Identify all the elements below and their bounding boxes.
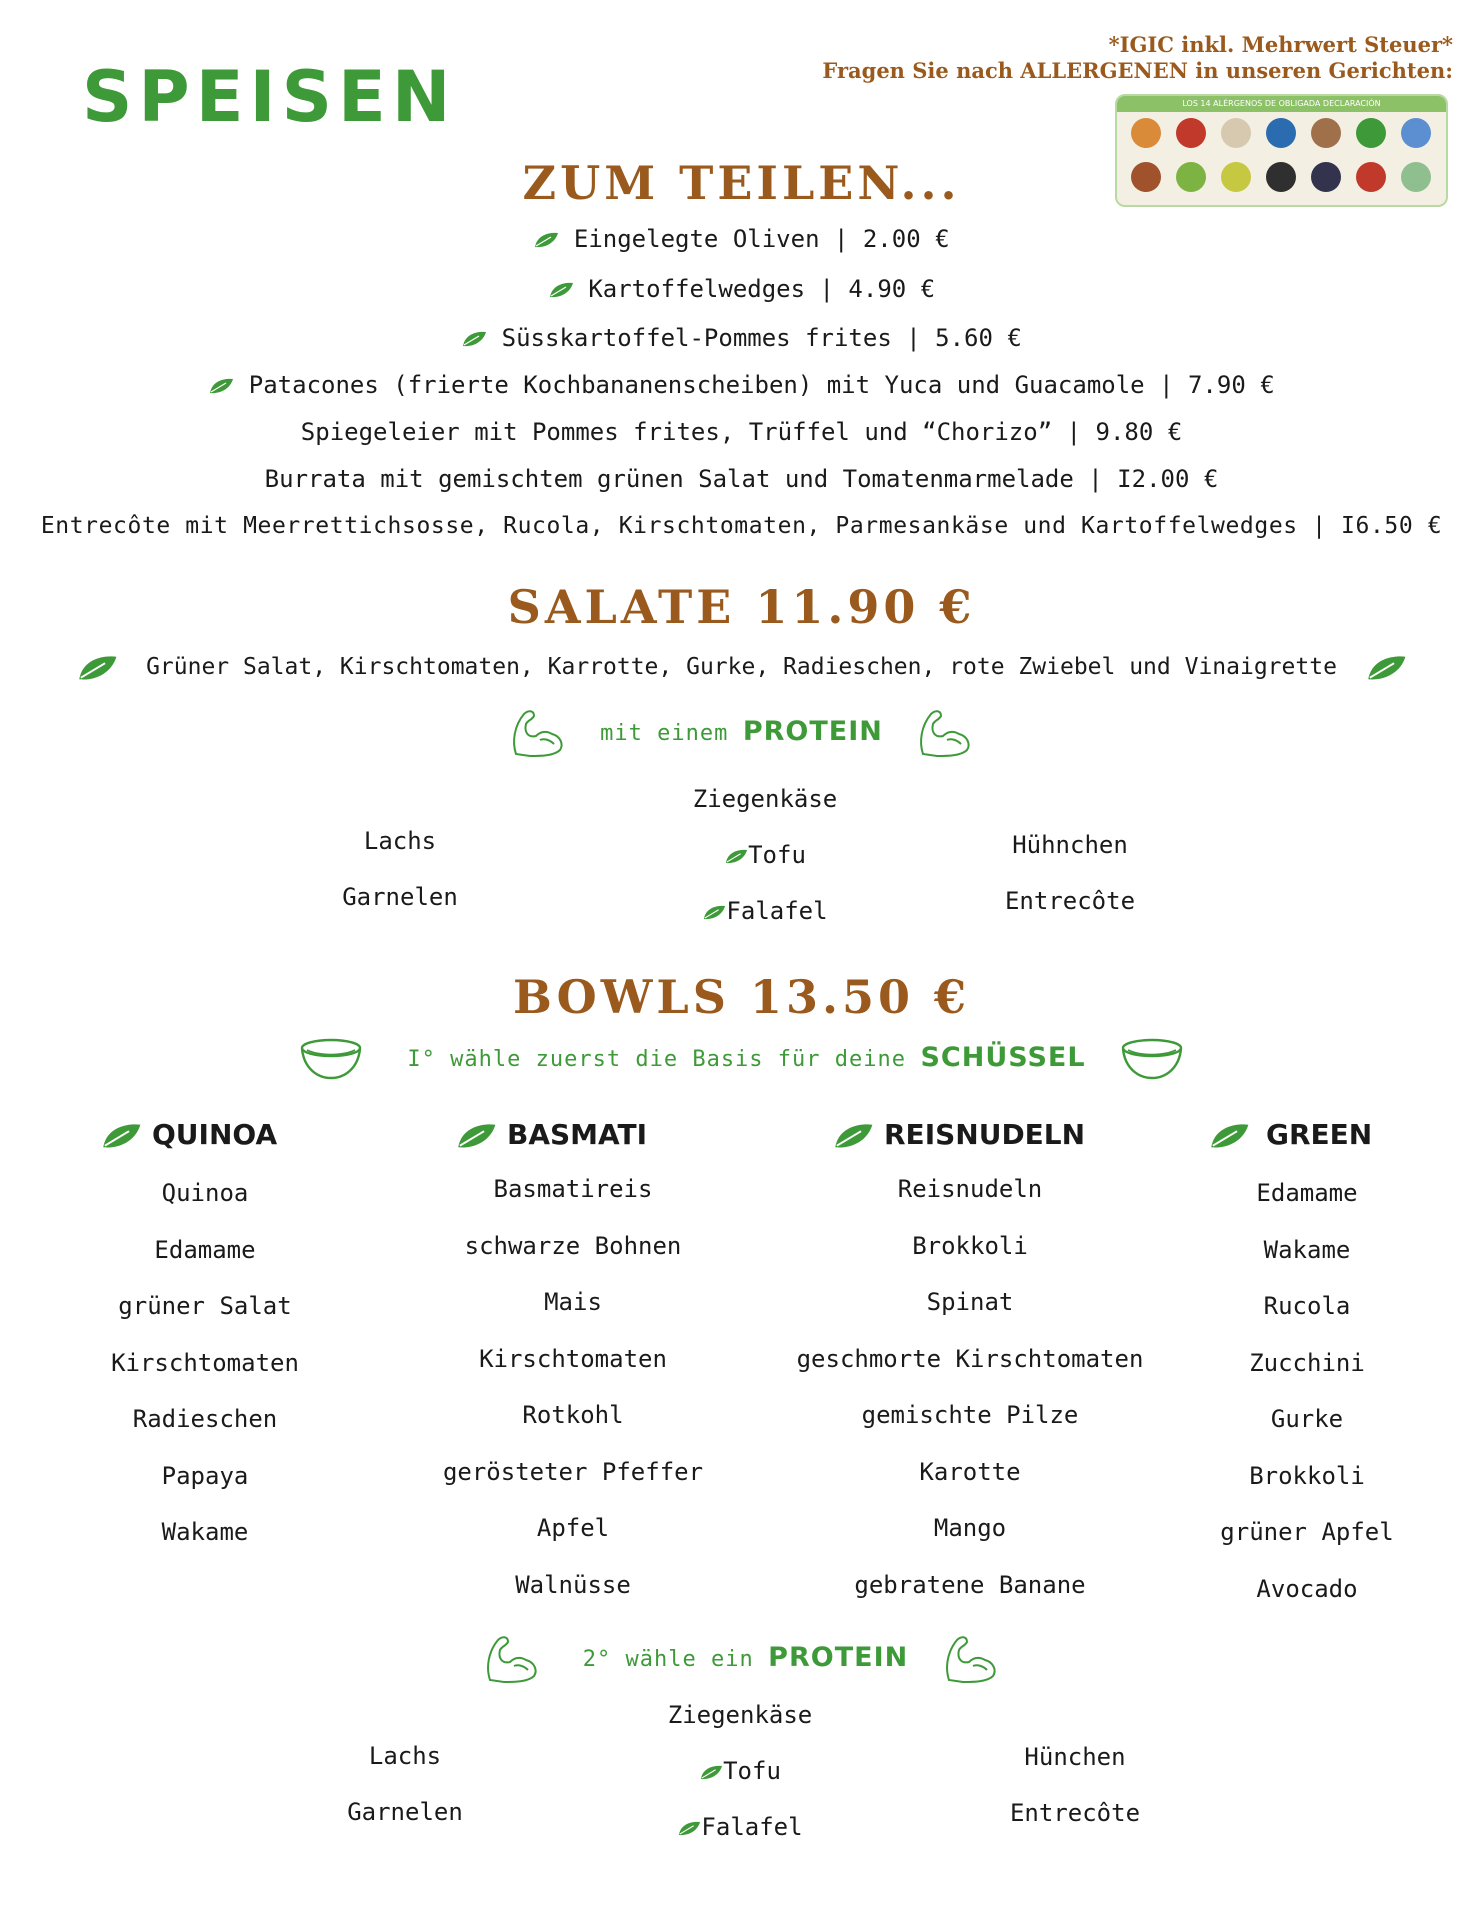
leaf-icon: [100, 1121, 142, 1151]
bowl-protein-item: Tofu: [635, 1756, 845, 1786]
bowl-base-item: Brokkoli: [912, 1231, 1028, 1260]
bowl-base-item: Basmatireis: [493, 1175, 653, 1203]
allergen-icon: [1221, 118, 1251, 148]
bowl-base-item: Edamame: [1256, 1179, 1358, 1207]
bowl-icon: [299, 1036, 363, 1082]
salad-protein-item: Entrecôte: [1004, 887, 1136, 915]
bowl-base-item: Walnüsse: [515, 1570, 631, 1599]
bowl-protein-item: Garnelen: [347, 1798, 463, 1826]
share-item: [0, 224, 1483, 254]
leaf-icon: [533, 231, 559, 249]
bowl-base-item: Avocado: [1256, 1574, 1358, 1603]
bowl-base-item: schwarze Bohnen: [464, 1231, 682, 1260]
bowl-base-item: Gurke: [1270, 1405, 1344, 1433]
bowl-base-item: Spinat: [926, 1288, 1014, 1316]
allergen-chart-header: LOS 14 ALÉRGENOS DE OBLIGADA DECLARACIÓN: [1117, 96, 1446, 112]
bowl-base-item: Apfel: [536, 1514, 610, 1542]
salad-protein-word: PROTEIN: [742, 716, 883, 747]
bowl-step1-heading: [0, 1036, 1483, 1082]
salad-section-title: SALATE 11.90 €: [507, 580, 976, 634]
allergen-icon: [1356, 118, 1386, 148]
share-item-text: Entrecôte mit Meerrettichsosse, Rucola, Kirschtomaten, Parmesankäse und Kartoffelwedges | I6.50 €: [40, 513, 1443, 539]
salad-protein-item: Lachs: [363, 827, 437, 855]
bowl-base-item: Wakame: [161, 1518, 249, 1546]
share-item-text: Eingelegte Oliven | 2.00 €: [573, 225, 950, 253]
salad-protein-prefix: mit einem: [600, 721, 729, 746]
bowl-base-item: Radieschen: [132, 1405, 278, 1433]
leaf-icon: [455, 1121, 497, 1151]
share-item: [0, 323, 1483, 353]
bowl-base-basmati-header: BASMATI: [455, 1118, 647, 1151]
bowl-base-item: Quinoa: [161, 1179, 249, 1207]
allergen-icon: [1311, 118, 1341, 148]
bowl-protein-item: Falafel: [635, 1812, 845, 1842]
flexed-arm-icon: [943, 1632, 999, 1686]
bowl-protein-item: Ziegenkäse: [667, 1701, 813, 1729]
salad-description: [0, 652, 1483, 683]
share-item-text: Burrata mit gemischtem grünen Salat und Tomatenmarmelade | I2.00 €: [264, 465, 1219, 493]
flexed-arm-icon: [917, 706, 973, 760]
salad-description-text: Grüner Salat, Kirschtomaten, Karrotte, Gurke, Radieschen, rote Zwiebel und Vinaigrette: [146, 654, 1337, 680]
bowl-step2-word: PROTEIN: [768, 1642, 909, 1673]
share-item-text: Kartoffelwedges | 4.90 €: [588, 275, 936, 303]
allergen-icon: [1266, 118, 1296, 148]
leaf-icon: [724, 848, 748, 865]
salad-protein-item: Tofu: [660, 840, 870, 870]
leaf-icon: [548, 281, 574, 299]
bowl-base-item: grüner Salat: [118, 1292, 292, 1320]
share-item: [0, 464, 1483, 494]
leaf-icon: [1365, 653, 1407, 683]
bowl-base-item: Kirschtomaten: [111, 1348, 299, 1377]
salad-protein-item: Falafel: [660, 896, 870, 926]
bowl-step2-heading: [0, 1632, 1483, 1686]
leaf-icon: [76, 653, 118, 683]
bowl-base-item: Brokkoli: [1249, 1461, 1365, 1490]
share-section-title: ZUM TEILEN...: [522, 156, 961, 210]
bowl-base-item: Karotte: [919, 1457, 1021, 1486]
bowl-base-item: Rotkohl: [522, 1401, 624, 1429]
tax-note: *IGIC inkl. Mehrwert Steuer*: [1108, 32, 1453, 57]
bowl-base-item: Kirschtomaten: [479, 1344, 667, 1373]
leaf-icon: [1208, 1121, 1250, 1151]
allergen-icon: [1131, 118, 1161, 148]
share-item: [0, 417, 1483, 447]
leaf-icon: [699, 1764, 723, 1781]
bowl-base-item: Edamame: [154, 1235, 256, 1264]
allergen-note: Fragen Sie nach ALLERGENEN in unseren Gerichten:: [822, 58, 1453, 83]
page-title: SPEISEN: [82, 56, 457, 138]
bowl-base-item: Mais: [544, 1288, 602, 1316]
bowl-protein-item: Hünchen: [1024, 1743, 1126, 1771]
bowl-base-item: grüner Apfel: [1220, 1518, 1394, 1546]
bowl-base-green-header: GREEN: [1208, 1118, 1372, 1151]
flexed-arm-icon: [484, 1632, 540, 1686]
salad-protein-item: Hühnchen: [1012, 831, 1128, 859]
bowl-step1-word: SCHÜSSEL: [920, 1042, 1086, 1073]
share-item: [0, 274, 1483, 304]
bowl-base-quinoa-header: QUINOA: [100, 1118, 277, 1151]
allergen-icon: [1401, 118, 1431, 148]
leaf-icon: [702, 904, 726, 921]
leaf-icon: [208, 377, 234, 395]
share-item-text: Spiegeleier mit Pommes frites, Trüffel und “Chorizo” | 9.80 €: [300, 418, 1183, 446]
share-item: [0, 511, 1483, 541]
bowl-base-item: Papaya: [161, 1461, 249, 1490]
allergen-icon: [1176, 118, 1206, 148]
bowl-step1-prefix: I° wähle zuerst die Basis für deine: [407, 1047, 907, 1072]
bowl-base-item: Rucola: [1263, 1292, 1351, 1320]
share-item-text: Patacones (frierte Kochbananenscheiben) mit Yuca und Guacamole | 7.90 €: [248, 371, 1275, 399]
leaf-icon: [461, 330, 487, 348]
leaf-icon: [677, 1820, 701, 1837]
bowl-base-item: Reisnudeln: [897, 1175, 1043, 1203]
bowl-base-item: geschmorte Kirschtomaten: [796, 1344, 1144, 1373]
salad-protein-item: Ziegenkäse: [692, 785, 838, 813]
bowl-base-item: Zucchini: [1249, 1348, 1365, 1377]
leaf-icon: [832, 1121, 874, 1151]
bowl-base-item: Mango: [933, 1514, 1007, 1542]
bowl-protein-item: Entrecôte: [1009, 1799, 1141, 1827]
bowl-base-item: Wakame: [1263, 1235, 1351, 1264]
bowl-base-reisnudeln-header: REISNUDELN: [832, 1118, 1085, 1151]
share-item: [0, 370, 1483, 400]
bowl-base-item: gebratene Banane: [854, 1570, 1086, 1599]
bowl-base-item: gerösteter Pfeffer: [442, 1457, 704, 1486]
bowl-step2-prefix: 2° wähle ein: [582, 1647, 754, 1672]
share-item-text: Süsskartoffel-Pommes frites | 5.60 €: [501, 324, 1022, 352]
bowl-protein-item: Lachs: [368, 1742, 442, 1770]
salad-protein-item: Garnelen: [342, 883, 458, 911]
bowl-section-title: BOWLS 13.50 €: [512, 970, 971, 1024]
bowl-icon: [1120, 1036, 1184, 1082]
salad-protein-heading: [0, 706, 1483, 760]
flexed-arm-icon: [510, 706, 566, 760]
bowl-base-item: gemischte Pilze: [861, 1401, 1079, 1429]
